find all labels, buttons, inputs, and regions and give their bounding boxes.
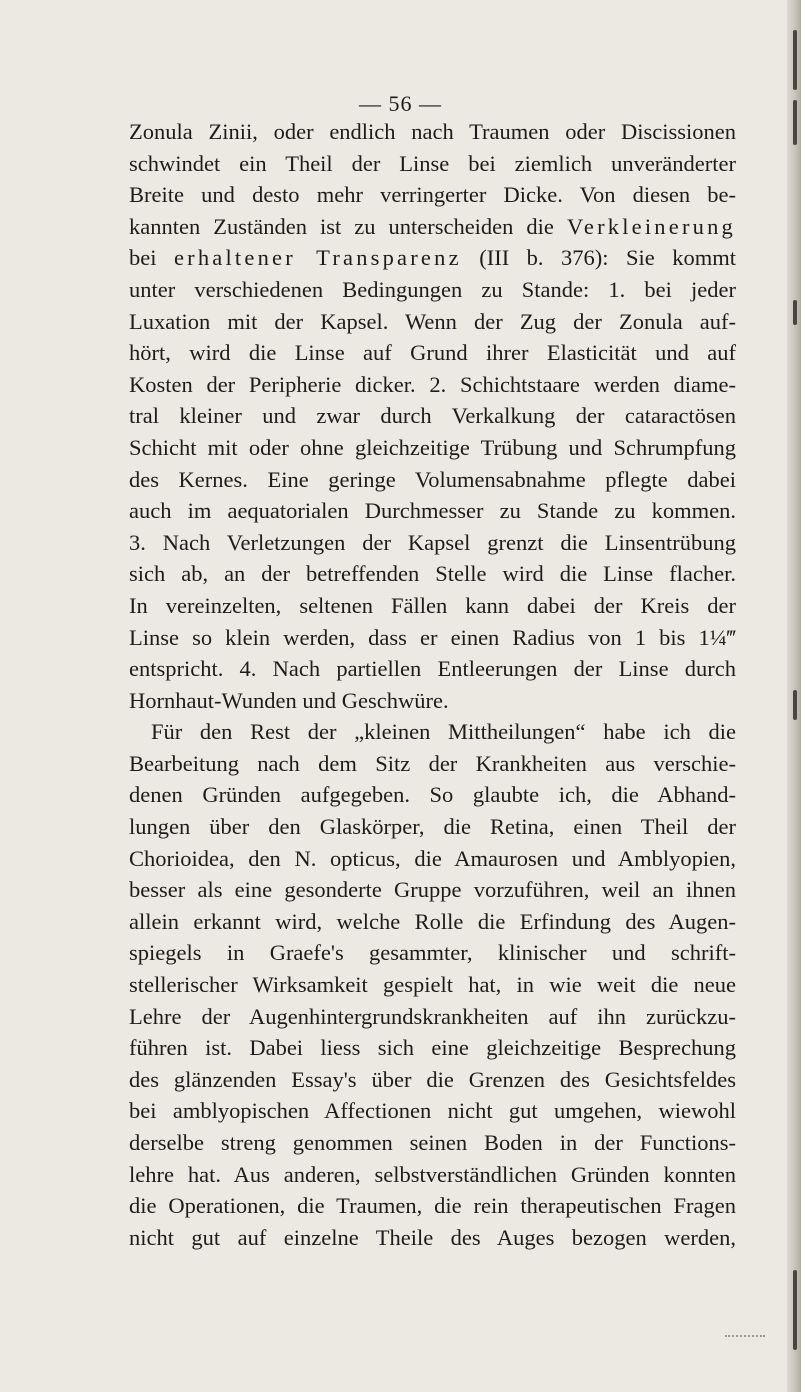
emphasized-term: erhaltener Transparenz: [173, 245, 462, 271]
text-line: hört, wird die Linse auf Grund ihrer Elasticität und auf: [129, 340, 736, 366]
text-line: Chorioidea, den N. opticus, die Amaurosen und Amblyopien,: [129, 845, 736, 871]
binding-mark: [793, 30, 797, 90]
text-line: lehre hat. Aus anderen, selbstverständlichen Gründen konnten: [129, 1161, 736, 1187]
text-line: 3. Nach Verletzungen der Kapsel grenzt die Linsentrübung: [129, 529, 736, 555]
text-run: bei: [129, 245, 174, 271]
text-run: (III b. 376): Sie kommt: [461, 245, 736, 271]
text-line: Kosten der Peripherie dicker. 2. Schichtstaare werden diame-: [129, 371, 736, 397]
text-line: entspricht. 4. Nach partiellen Entleerungen der Linse durch: [129, 656, 736, 682]
text-line: schwindet ein Theil der Linse bei ziemlich unveränderter: [129, 150, 736, 176]
text-line: In vereinzelten, seltenen Fällen kann dabei der Kreis der: [129, 592, 736, 618]
text-line: des glänzenden Essay's über die Grenzen des Gesichtsfeldes: [129, 1066, 736, 1092]
text-line: derselbe streng genommen seinen Boden in der Functions-: [129, 1130, 736, 1155]
text-line: führen ist. Dabei liess sich eine gleichzeitige Besprechung: [129, 1035, 736, 1061]
text-line: Für den Rest der „kleinen Mittheilungen“ habe ich die: [151, 719, 736, 745]
text-line: nicht gut auf einzelne Theile des Auges bezogen werden,: [129, 1224, 736, 1250]
body-text: [129, 116, 736, 1253]
text-line: spiegels in Graefe's gesammter, klinischer und schrift-: [129, 940, 736, 966]
text-line: Schicht mit oder ohne gleichzeitige Trübung und Schrumpfung: [129, 434, 736, 460]
text-line: des Kernes. Eine geringe Volumensabnahme pflegte dabei: [129, 466, 736, 492]
text-line: bei amblyopischen Affectionen nicht gut umgehen, wiewohl: [129, 1098, 736, 1124]
text-line: allein erkannt wird, welche Rolle die Erfindung des Augen-: [129, 908, 736, 934]
paper-stain: [725, 1335, 765, 1339]
text-run: kannten Zuständen ist zu unterscheiden die: [129, 213, 567, 239]
binding-mark: [793, 1270, 797, 1350]
text-line: Linse so klein werden, dass er einen Radius von 1 bis 1¼‴: [129, 624, 736, 650]
text-line: denen Gründen aufgegeben. So glaubte ich, die Abhand-: [129, 782, 736, 808]
text-line: Breite und desto mehr verringerter Dicke. Von diesen be-: [129, 182, 736, 208]
binding-mark: [793, 690, 797, 720]
paragraph-2: [129, 716, 736, 1253]
text-line: die Operationen, die Traumen, die rein therapeutischen Fragen: [129, 1193, 736, 1219]
text-line: [129, 211, 736, 243]
page-number-header: — 56 —: [359, 91, 442, 116]
paragraph-1: [129, 116, 736, 716]
text-line: Lehre der Augenhintergrundskrankheiten auf ihn zurückzu-: [129, 1003, 736, 1029]
text-line: [129, 242, 736, 274]
text-line: Luxation mit der Kapsel. Wenn der Zug der Zonula auf-: [129, 308, 736, 334]
text-line: lungen über den Glaskörper, die Retina, einen Theil der: [129, 814, 736, 840]
text-line: stellerischer Wirksamkeit gespielt hat, in wie weit die neue: [129, 972, 736, 998]
page-edge: [787, 0, 801, 1392]
text-line: tral kleiner und zwar durch Verkalkung der cataractösen: [129, 403, 736, 429]
text-line: auch im aequatorialen Durchmesser zu Stande zu kommen.: [129, 498, 736, 524]
text-line: Bearbeitung nach dem Sitz der Krankheiten aus verschie-: [129, 750, 736, 776]
text-line: besser als eine gesonderte Gruppe vorzuführen, weil an ihnen: [129, 877, 736, 903]
text-line: sich ab, an der betreffenden Stelle wird die Linse flacher.: [129, 561, 736, 587]
text-line: Hornhaut-Wunden und Geschwüre.: [129, 687, 449, 713]
binding-mark: [793, 300, 797, 325]
text-line: Zonula Zinii, oder endlich nach Traumen oder Discissionen: [129, 119, 736, 144]
emphasized-term: Verkleinerung: [566, 213, 736, 239]
text-line: unter verschiedenen Bedingungen zu Stande: 1. bei jeder: [129, 276, 736, 302]
